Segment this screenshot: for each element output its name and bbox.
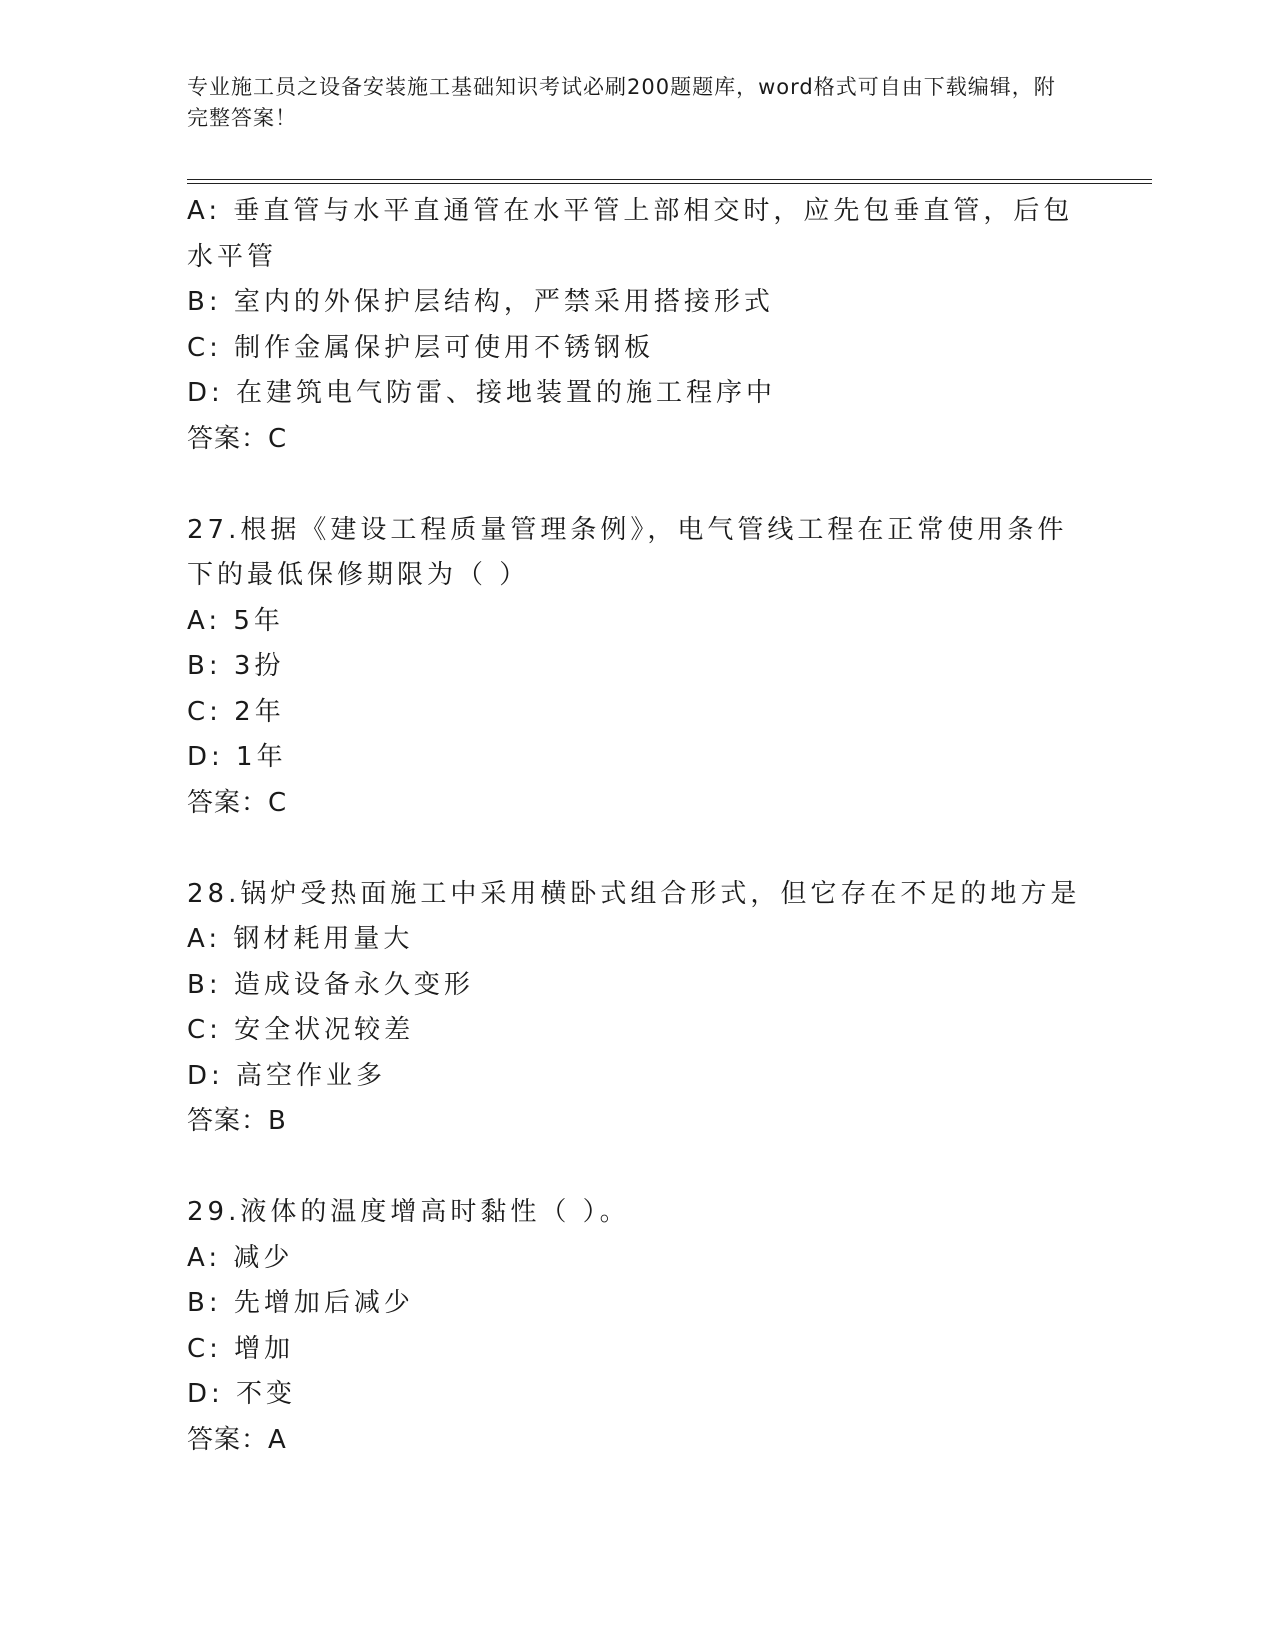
answer-line: 答案：A (187, 1424, 287, 1455)
question-block-26 (187, 189, 1087, 462)
option-a: A: 5年 (187, 605, 284, 636)
answer-line: 答案：C (187, 423, 288, 454)
option-c: C: 制作金属保护层可使用不锈钢板 (187, 332, 655, 363)
header-divider-bottom (187, 183, 1152, 184)
option-a: A: 钢材耗用量大 (187, 924, 414, 954)
document-header: 专业施工员之设备安装施工基础知识考试必刷200题题库，word格式可自由下载编辑，附完整答案！ (187, 75, 1056, 130)
question-block-29 (187, 1190, 1087, 1463)
question-block-27 (187, 508, 1087, 827)
option-d: D: 1年 (187, 742, 287, 772)
option-b: B: 室内的外保护层结构，严禁采用搭接形式 (187, 287, 774, 317)
question-stem: 28.锅炉受热面施工中采用横卧式组合形式，但它存在不足的地方是 (187, 878, 1081, 909)
question-stem: 29.液体的温度增高时黏性（ ）。 (187, 1197, 630, 1227)
question-block-28 (187, 872, 1087, 1145)
option-d: D: 在建筑电气防雷、接地装置的施工程序中 (187, 378, 777, 408)
option-a: A: 垂直管与水平直通管在水平管上部相交时，应先包垂直管，后包水平管 (187, 196, 1074, 272)
question-content (187, 189, 1087, 1463)
option-a: A: 减少 (187, 1242, 294, 1273)
answer-line: 答案：B (187, 1106, 287, 1136)
header-divider-top (187, 179, 1152, 180)
option-d: D: 不变 (187, 1379, 297, 1409)
option-c: C: 增加 (187, 1333, 295, 1364)
option-b: B: 3扮 (187, 651, 285, 681)
question-stem: 27.根据《建设工程质量管理条例》，电气管线工程在正常使用条件下的最低保修期限为（ ） (187, 514, 1068, 590)
option-b: B: 造成设备永久变形 (187, 969, 474, 1000)
answer-line: 答案：C (187, 787, 288, 818)
option-b: B: 先增加后减少 (187, 1288, 414, 1318)
option-c: C: 2年 (187, 696, 285, 727)
option-d: D: 高空作业多 (187, 1060, 387, 1091)
option-c: C: 安全状况较差 (187, 1015, 415, 1045)
